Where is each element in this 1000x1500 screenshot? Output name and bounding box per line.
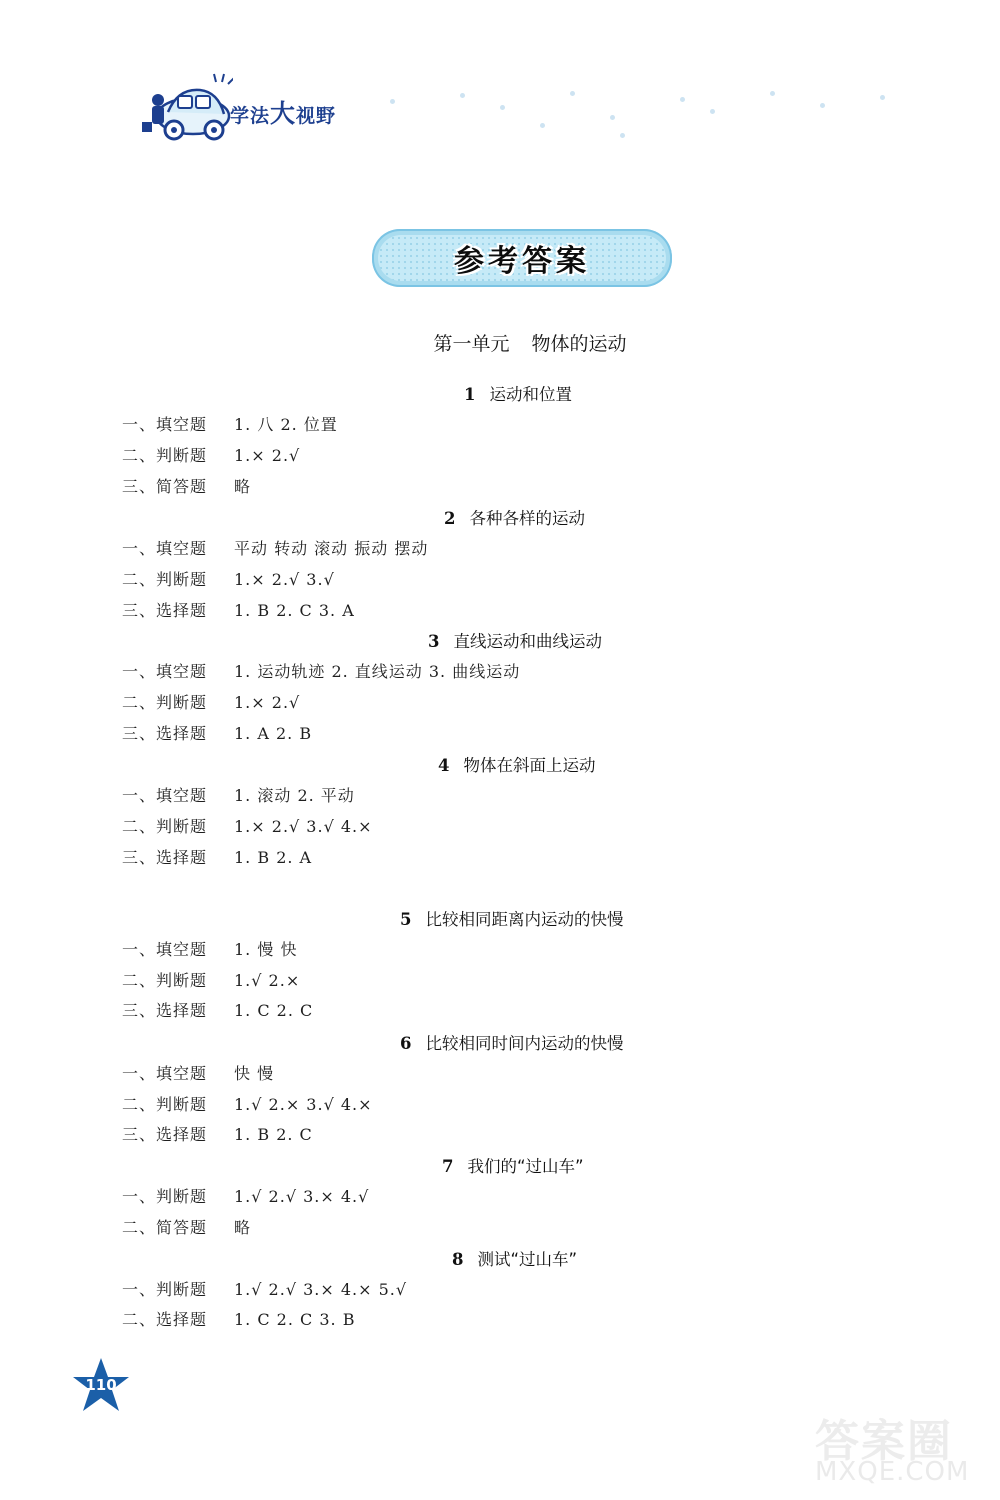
header-decoration-dots bbox=[380, 85, 920, 145]
brand-big: 大 bbox=[270, 99, 297, 128]
answer-row: 一、判断题 1.√ 2.√ 3.× 4.√ bbox=[122, 1187, 370, 1206]
section-title: 6 比较相同时间内运动的快慢 bbox=[400, 1034, 624, 1053]
answer-row: 二、判断题 1.× 2.√ bbox=[122, 693, 301, 712]
answer-row: 二、判断题 1.× 2.√ 3.√ bbox=[122, 570, 335, 589]
section-title: 8 测试“过山车” bbox=[452, 1250, 578, 1269]
title-banner bbox=[372, 229, 672, 287]
section-title: 5 比较相同距离内运动的快慢 bbox=[400, 910, 624, 929]
answer-row: 一、填空题 1. 慢 快 bbox=[122, 940, 298, 959]
answer-row: 二、判断题 1.× 2.√ bbox=[122, 446, 301, 465]
answer-row: 三、选择题 1. B 2. A bbox=[122, 848, 313, 867]
brand-suffix: 视野 bbox=[296, 105, 337, 127]
brand-text bbox=[230, 94, 336, 130]
answer-row: 一、判断题 1.√ 2.√ 3.× 4.× 5.√ bbox=[122, 1280, 408, 1299]
section-title: 1 运动和位置 bbox=[464, 385, 572, 404]
section-title: 4 物体在斜面上运动 bbox=[438, 756, 596, 775]
section-title: 2 各种各样的运动 bbox=[444, 509, 585, 528]
answer-row: 二、判断题 1.√ 2.× bbox=[122, 971, 301, 990]
answer-row: 一、填空题 1. 滚动 2. 平动 bbox=[122, 786, 355, 805]
answer-row: 二、选择题 1. C 2. C 3. B bbox=[122, 1310, 356, 1329]
answer-row: 二、简答题 略 bbox=[122, 1218, 252, 1237]
answer-row: 三、选择题 1. B 2. C 3. A bbox=[122, 601, 355, 620]
answer-row: 三、选择题 1. B 2. C bbox=[122, 1125, 313, 1144]
header-logo bbox=[138, 72, 368, 144]
car-logo-icon bbox=[138, 72, 233, 144]
page-title: 参考答案 bbox=[454, 244, 590, 279]
unit-label: 第一单元 bbox=[433, 333, 510, 355]
brand-prefix: 学法 bbox=[230, 105, 271, 127]
unit-name: 物体的运动 bbox=[531, 333, 627, 355]
watermark-url: MXQE.COM bbox=[815, 1457, 970, 1487]
answer-row: 一、填空题 1. 运动轨迹 2. 直线运动 3. 曲线运动 bbox=[122, 662, 521, 681]
page-number: 110 bbox=[85, 1376, 117, 1394]
section-title: 3 直线运动和曲线运动 bbox=[428, 632, 602, 651]
answer-row: 一、填空题 1. 八 2. 位置 bbox=[122, 415, 338, 434]
unit-title bbox=[0, 329, 1000, 356]
watermark-chars: 答案圈 bbox=[815, 1416, 953, 1467]
answer-row: 三、选择题 1. A 2. B bbox=[122, 724, 313, 743]
page-number-badge bbox=[72, 1357, 130, 1413]
answer-row: 二、判断题 1.× 2.√ 3.√ 4.× bbox=[122, 817, 373, 836]
answer-row: 一、填空题 快 慢 bbox=[122, 1064, 275, 1083]
watermark bbox=[815, 1405, 993, 1495]
answer-row: 一、填空题 平动 转动 滚动 振动 摆动 bbox=[122, 539, 429, 558]
section-title: 7 我们的“过山车” bbox=[442, 1157, 584, 1176]
answer-row: 三、选择题 1. C 2. C bbox=[122, 1001, 314, 1020]
answer-row: 二、判断题 1.√ 2.× 3.√ 4.× bbox=[122, 1095, 373, 1114]
answer-row: 三、简答题 略 bbox=[122, 477, 252, 496]
